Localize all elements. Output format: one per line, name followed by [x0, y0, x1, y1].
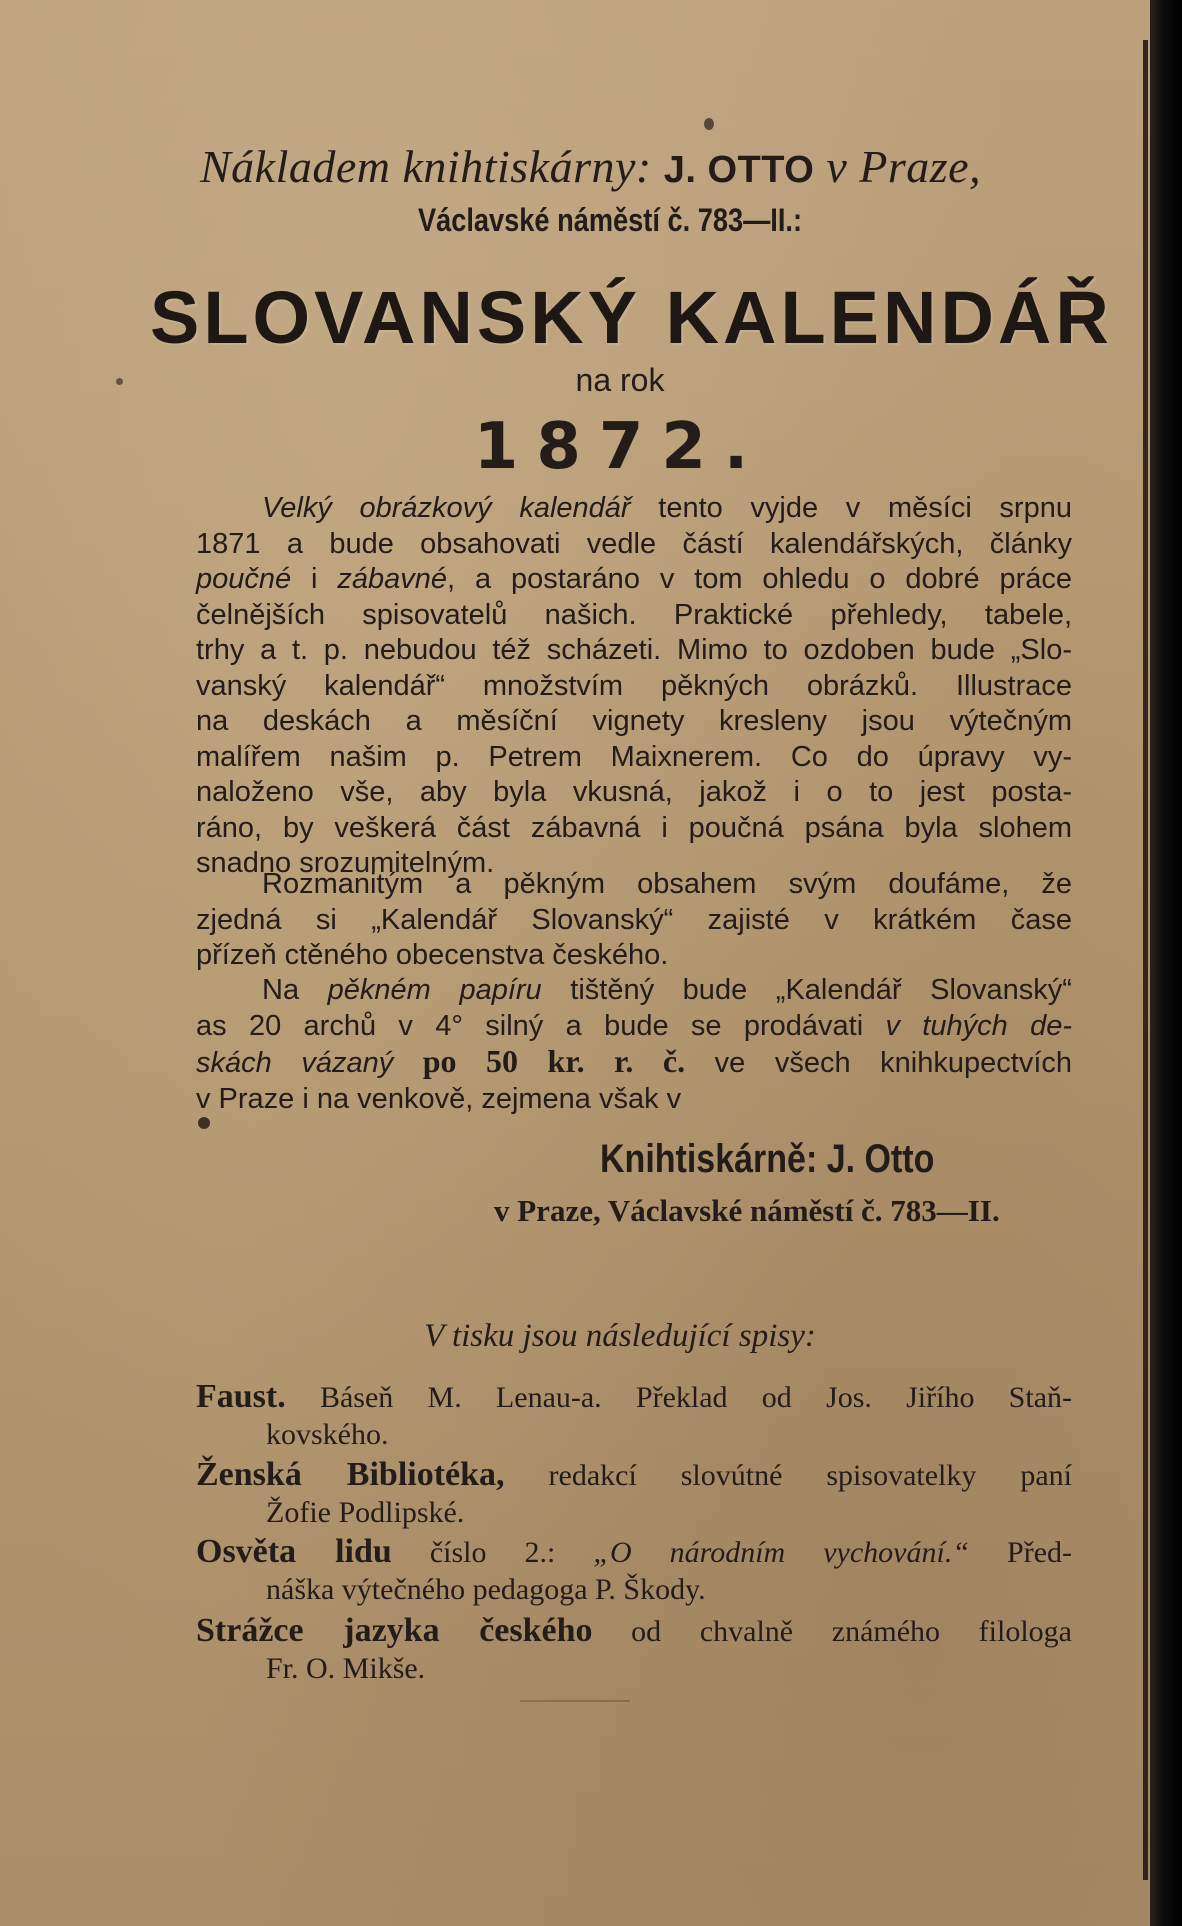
text-line [196, 491, 1072, 527]
text-line: přízeň ctěného obecenstva českého. [196, 939, 669, 971]
text-line [196, 1612, 1072, 1650]
text-line: malířem našim p. Petrem Maixnerem. Co do úpravy vy- [196, 740, 1072, 773]
text-line [196, 562, 1072, 598]
press-name: Knihtiskárně: J. Otto [600, 1137, 935, 1181]
text-fragment: redakcí slovútné spisovatelky paní [504, 1459, 1072, 1492]
paragraph-price [196, 973, 1072, 1117]
italic-phrase: poučné [196, 563, 292, 595]
list-item [196, 1612, 1072, 1687]
entry-title: Ženská Bibliotéka, [196, 1456, 505, 1493]
italic-phrase: „O národním vychování.“ [593, 1536, 970, 1569]
calendar-na-rok: na rok [575, 362, 665, 398]
text-line: náška výtečného pedagoga P. Škody. [266, 1573, 706, 1606]
imprint-line [200, 140, 1050, 193]
list-item [196, 1378, 1072, 1453]
text-fragment: tištěný bude „Kalendář Slovanský“ [541, 974, 1072, 1006]
price: po 50 kr. r. č. [393, 1043, 686, 1079]
press-address: v Praze, Václavské náměstí č. 783—II. [494, 1193, 1000, 1228]
entry-title: Faust. [196, 1378, 286, 1415]
text-line [196, 1533, 1072, 1571]
text-fragment: ve všech knihkupectvích [685, 1047, 1073, 1079]
text-line [196, 1378, 1072, 1416]
paragraph-hope [196, 867, 1072, 974]
page-edge-line [1143, 40, 1148, 1880]
text-fragment: i [291, 563, 338, 595]
text-fragment: , a postaráno v tom ohledu o dobré práce [447, 563, 1072, 595]
text-line: Rozmanitým a pěkným obsahem svým doufáme, že [262, 868, 1072, 900]
text-line [196, 973, 1072, 1009]
imprint-italic-2: v Praze, [826, 141, 982, 192]
calendar-title: SLOVANSKÝ KALENDÁŘ [150, 276, 1113, 359]
text-line: čelnějších spisovatelů našich. Praktické přehledy, tabele, [196, 598, 1072, 631]
text-line: Žofie Podlipské. [266, 1496, 465, 1529]
list-item [196, 1456, 1072, 1531]
ink-speck [198, 1117, 210, 1129]
text-fragment: od chvalně známého filologa [592, 1615, 1072, 1648]
entry-title: Osvěta lidu [196, 1533, 392, 1570]
text-line: 1871 a bude obsahovati vedle částí kalendářských, články [196, 527, 1072, 560]
text-fragment: Na [262, 974, 328, 1006]
text-fragment: Báseň M. Lenau-a. Překlad od Jos. Jiřího Staň- [285, 1381, 1072, 1414]
text-line: vanský kalendář“ množstvím pěkných obrázků. Illustrace [196, 669, 1072, 702]
text-fragment: as 20 archů v 4° silný a bude se prodávati [196, 1009, 886, 1042]
text-line [196, 1456, 1072, 1494]
book-spine [1150, 0, 1182, 1926]
text-line: na deskách a měsíční vignety kresleny jsou výtečným [196, 705, 1072, 737]
in-print-heading: V tisku jsou následující spisy: [424, 1318, 816, 1354]
text-fragment: Před- [969, 1536, 1072, 1569]
text-line: snadno srozumitelným. [196, 847, 495, 879]
text-fragment: tento vyjde v měsíci srpnu [630, 492, 1072, 524]
ink-speck [116, 378, 123, 385]
text-line: trhy a t. p. nebudou též scházeti. Mimo to ozdoben bude „Slo- [196, 634, 1072, 666]
italic-phrase: skách vázaný [196, 1047, 394, 1079]
entry-title: Strážce jazyka českého [196, 1612, 593, 1649]
text-line [196, 1009, 1072, 1045]
imprint-italic-1: Nákladem knihtiskárny: [200, 141, 652, 192]
text-line: Fr. O. Mikše. [266, 1652, 426, 1685]
text-line: kovského. [266, 1418, 389, 1451]
italic-phrase: pěkném papíru [327, 974, 542, 1006]
paragraph-description [196, 491, 1072, 882]
list-item [196, 1533, 1072, 1608]
publisher-address: Václavské náměstí č. 783—II.: [417, 202, 803, 238]
text-line [196, 1044, 1072, 1082]
calendar-year: 1872. [473, 410, 767, 484]
text-line: v Praze i na venkově, zejmena však v [196, 1082, 682, 1115]
text-line: naloženo vše, aby byla vkusná, jakož i o to jest posta- [196, 776, 1072, 808]
italic-phrase: Velký obrázkový kalendář [262, 492, 631, 524]
text-fragment: číslo 2.: [391, 1536, 594, 1569]
italic-phrase: v tuhých de- [885, 1009, 1072, 1042]
decorative-rule [520, 1700, 630, 1702]
italic-phrase: zábavné [337, 563, 448, 595]
text-line: ráno, by veškerá část zábavná i poučná psána byla slohem [196, 811, 1072, 844]
text-line: zjedná si „Kalendář Slovanský“ zajisté v krátkém čase [196, 903, 1072, 936]
ink-speck [704, 118, 714, 130]
imprint-publisher: J. OTTO [663, 149, 815, 191]
